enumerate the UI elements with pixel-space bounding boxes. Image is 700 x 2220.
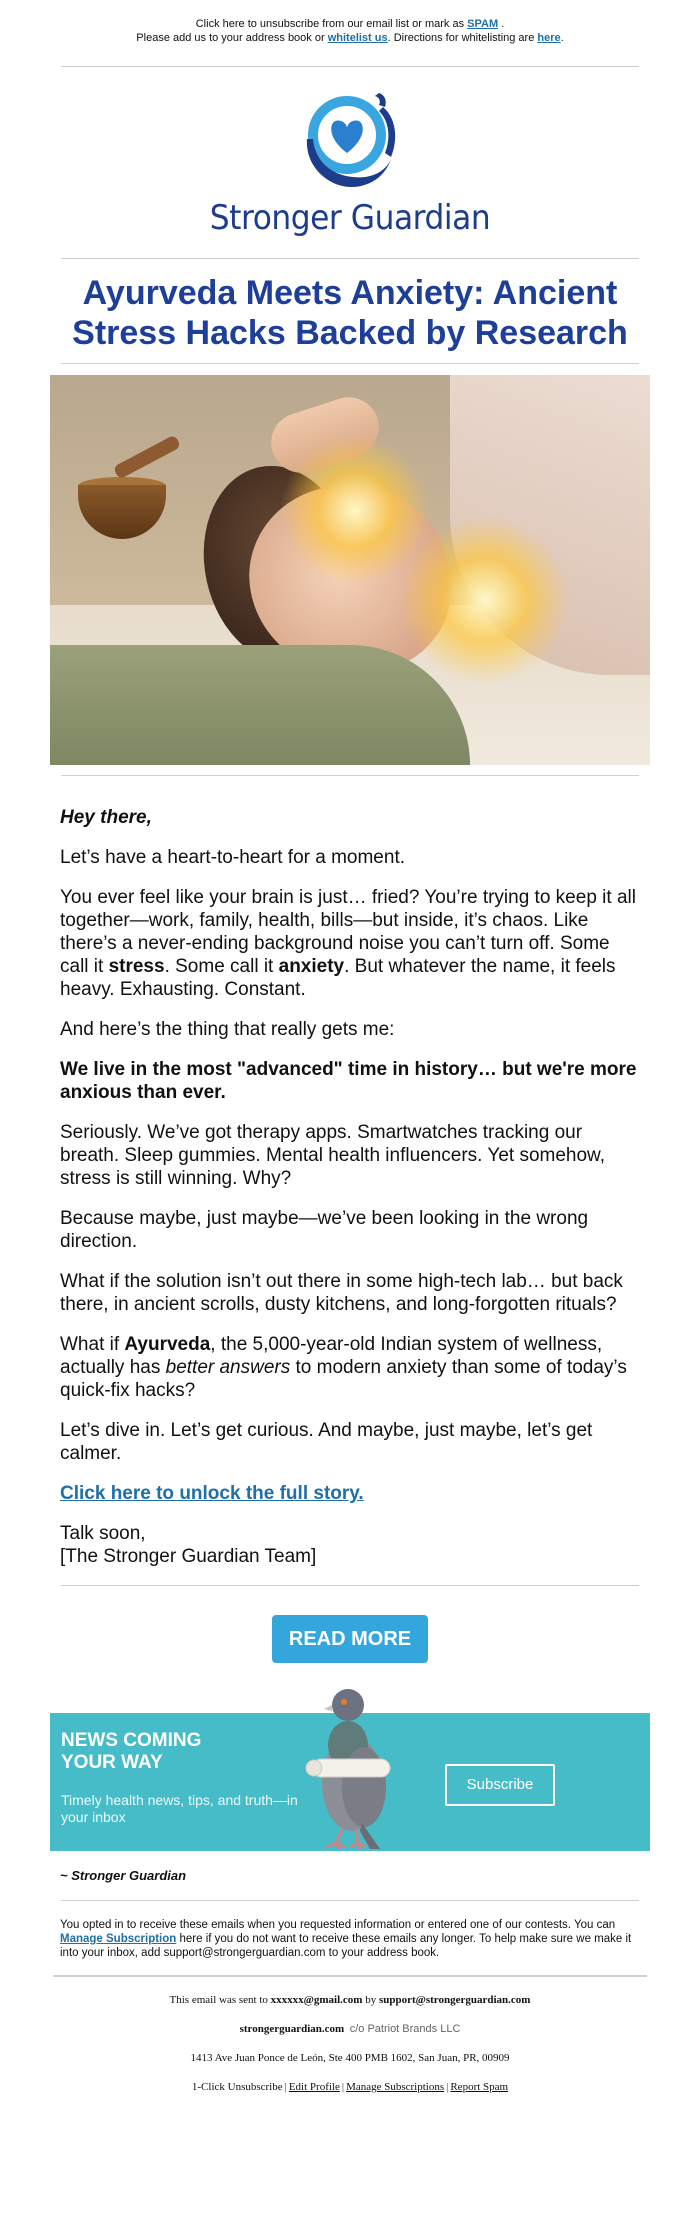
divider [53, 1975, 647, 1977]
whitelist-link[interactable]: whitelist us [327, 32, 388, 44]
paragraph: Let’s have a heart-to-heart for a moment. [60, 847, 405, 868]
punct: . [498, 18, 505, 30]
footer [0, 1994, 700, 2093]
spam-link[interactable]: SPAM [467, 18, 499, 30]
paragraph [60, 1333, 640, 1402]
manage-subscription-link[interactable]: Manage Subscription [60, 1933, 177, 1945]
signoff-line: Talk soon, [60, 1523, 146, 1544]
signoff-team: [The Stronger Guardian Team] [60, 1546, 317, 1567]
address-line: 1413 Ave Juan Ponce de León, Ste 400 PMB 1602, San Juan, PR, 00909 [190, 2052, 510, 2064]
separator: | [446, 2081, 449, 2093]
company-line [0, 2023, 700, 2035]
mallet [113, 434, 181, 479]
signature: ~ Stronger Guardian [60, 1868, 187, 1883]
unsubscribe-text: Click here to unsubscribe from our email list or mark as [195, 18, 468, 30]
whitelist-line [0, 31, 700, 45]
paragraph: Let’s dive in. Let’s get curious. And maybe, just maybe, let’s get calmer. [60, 1420, 593, 1464]
brand-logo[interactable] [0, 67, 700, 238]
text: . Some call it [164, 956, 279, 977]
emphasis: Ayurveda [124, 1334, 211, 1355]
greeting: Hey there, [60, 807, 152, 828]
singing-bowl [78, 485, 166, 539]
here-link[interactable]: here [537, 32, 561, 44]
separator: | [341, 2081, 345, 2093]
footer-links [0, 2081, 700, 2093]
paragraph: What if the solution isn’t out there in some high-tech lab… but back there, in ancient scrolls, dusty kitchens, and long-forgotten rituals? [60, 1271, 623, 1315]
top-notice [0, 0, 700, 45]
article-headline: Ayurveda Meets Anxiety: Ancient Stress Hacks Backed by Research [72, 274, 628, 352]
recipient-email: xxxxxx@gmail.com [270, 1994, 363, 2006]
bold-statement: We live in the most "advanced" time in history… but we're more anxious than ever. [60, 1059, 637, 1103]
read-more-button[interactable]: READ MORE [272, 1615, 428, 1663]
edit-profile-link[interactable]: Edit Profile [288, 2081, 340, 2093]
cta-area [0, 1586, 700, 1663]
pigeon-icon [302, 1683, 398, 1851]
text: , the 5,000-year-old Indian system of wellness, actually has [60, 1334, 603, 1378]
body-shape [50, 645, 470, 765]
emphasis: anxiety [278, 956, 345, 977]
punct: . [560, 32, 564, 44]
signoff [60, 1522, 640, 1568]
domain: strongerguardian.com [239, 2023, 345, 2035]
unsubscribe-line [0, 17, 700, 31]
text: What if [60, 1334, 125, 1355]
sent-to-line [0, 1994, 700, 2006]
story-link-line [60, 1482, 640, 1505]
emphasis: stress [108, 956, 165, 977]
whitelist-text: Please add us to your address book or [136, 32, 328, 44]
hero-image[interactable] [50, 375, 650, 765]
heart-hands-logo-icon [295, 87, 405, 197]
disclaimer [0, 1901, 700, 1960]
paragraph: And here’s the thing that really gets me: [60, 1019, 395, 1040]
separator: | [284, 2081, 287, 2093]
paragraph: Seriously. We’ve got therapy apps. Smartwatches tracking our breath. Sleep gummies. Mental health influencers. Yet somehow, stress is still winning. Why? [60, 1122, 605, 1189]
italic-emphasis: better answers [165, 1357, 291, 1378]
report-spam-link[interactable]: Report Spam [450, 2081, 509, 2093]
subscribe-button[interactable]: Subscribe [445, 1764, 555, 1806]
text: This email was sent to [169, 1994, 271, 2006]
sender-email: support@strongerguardian.com [378, 1994, 531, 2006]
disclaimer-text: You opted in to receive these emails when you requested information or entered one of our contests. You can [60, 1919, 616, 1931]
one-click-unsubscribe[interactable]: 1-Click Unsubscribe [191, 2081, 283, 2093]
directions-text: . Directions for whitelisting are [387, 32, 538, 44]
newsletter-title: NEWS COMING YOUR WAY [61, 1730, 202, 1773]
light-glow [400, 515, 570, 685]
text: to modern anxiety than some of today’s quick-fix hacks? [60, 1357, 627, 1401]
email-body [0, 776, 700, 1568]
disclaimer-text: here if you do not want to receive these emails any longer. To help make sure we make it into your inbox, add support@strongerguardian.com to your address book. [60, 1933, 632, 1959]
full-story-link[interactable]: Click here to unlock the full story. [60, 1483, 364, 1504]
newsletter-banner [50, 1683, 650, 1851]
paragraph: Because maybe, just maybe—we’ve been looking in the wrong direction. [60, 1208, 589, 1252]
paragraph [60, 886, 640, 1001]
text: You ever feel like your brain is just… fried? You’re trying to keep it all together—work, family, health, bills—but inside, it’s chaos. Like there’s a never-ending background noise you can’t turn off. Some call it [60, 887, 636, 977]
brand-name: Stronger Guardian [209, 198, 491, 238]
care-of: c/o Patriot Brands LLC [349, 2023, 461, 2035]
text: . But whatever the name, it feels heavy. Exhausting. Constant. [60, 956, 616, 1000]
manage-subscriptions-link[interactable]: Manage Subscriptions [346, 2081, 445, 2093]
text: by [362, 1994, 379, 2006]
newsletter-subtitle: Timely health news, tips, and truth—in your inbox [61, 1792, 298, 1825]
divider [61, 363, 639, 364]
